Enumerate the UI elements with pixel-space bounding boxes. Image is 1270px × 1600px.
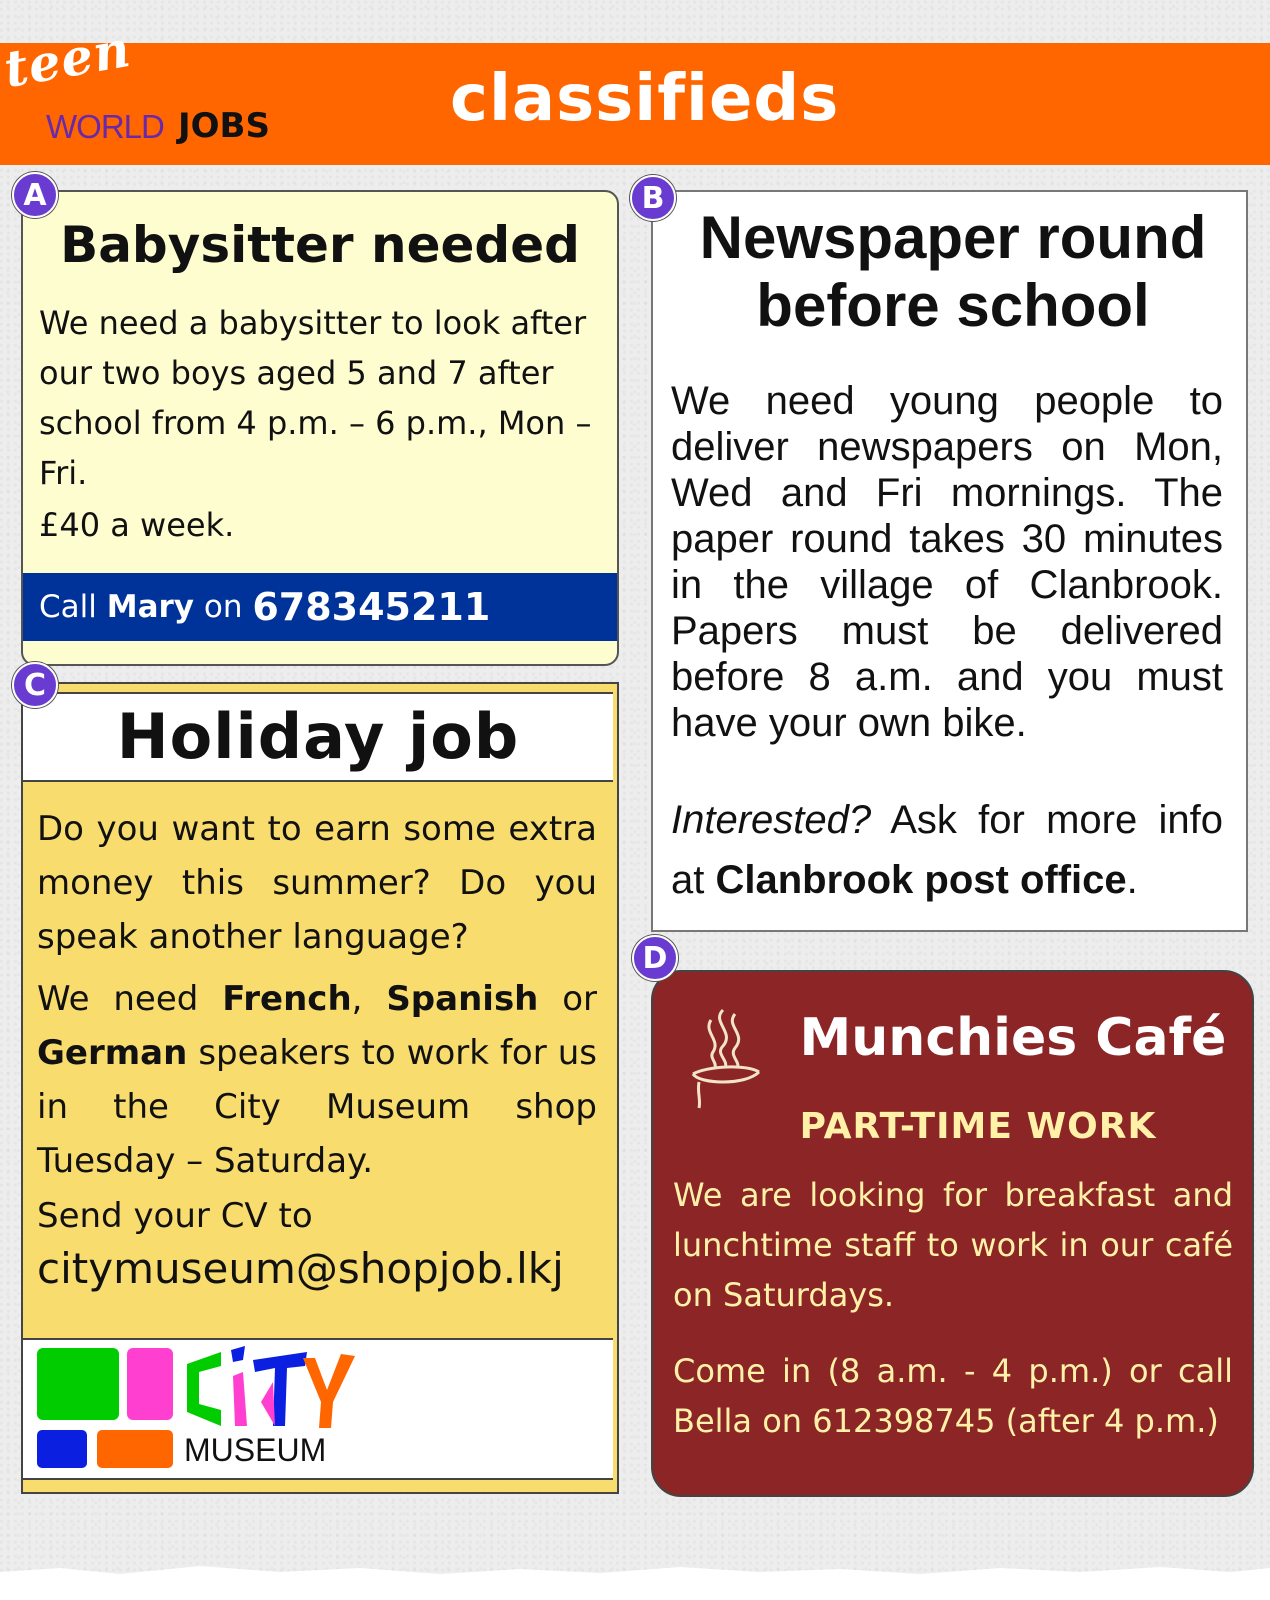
ad-a-price: £40 a week.: [39, 506, 235, 544]
ad-c-requirements: [37, 972, 597, 1188]
lang-german: German: [37, 1033, 188, 1073]
badge-d: D: [632, 935, 678, 981]
badge-a: A: [12, 172, 58, 218]
ad-c-send: Send your CV to: [37, 1196, 313, 1236]
ad-a-call-on: on: [203, 589, 243, 625]
city-logo-icon: [181, 1342, 361, 1432]
brand-jobs: JOBS: [178, 106, 270, 146]
ad-b-ask: Ask for more info at: [671, 798, 1223, 902]
ad-babysitter: [21, 190, 619, 666]
ad-a-phone: 678345211: [252, 585, 491, 629]
ad-c-need-1: We need: [37, 979, 199, 1019]
ad-c-title-box: [23, 692, 613, 782]
ad-c-or: or: [562, 979, 598, 1019]
city-logo-text: CITY: [181, 1342, 184, 1343]
ad-b-title: Newspaper round before school: [699, 204, 1207, 339]
ad-munchies-cafe: [651, 970, 1254, 1497]
ad-a-call-bar: [23, 573, 617, 641]
ad-a-title: Babysitter needed: [60, 216, 580, 274]
badge-b: B: [630, 175, 676, 221]
ad-holiday-job: [21, 682, 619, 1494]
brand-teen: teen: [0, 18, 136, 99]
badge-c: C: [12, 662, 58, 708]
ad-a-call-name: Mary: [106, 589, 194, 625]
ad-b-contact: [671, 790, 1223, 910]
ad-c-title: Holiday job: [116, 700, 520, 773]
ad-b-place: Clanbrook post office: [715, 858, 1127, 902]
museum-logo-text: MUSEUM: [184, 1432, 327, 1468]
ad-d-subtitle: PART-TIME WORK: [799, 1106, 1157, 1147]
brand-world: WORLD: [46, 108, 164, 145]
ad-a-body: We need a babysitter to look after our two boys aged 5 and 7 after school from 4 p.m. – 6 p.m., Mon – Fri.: [39, 304, 592, 492]
ad-d-contact: Come in (8 a.m. - 4 p.m.) or call Bella on 612398745 (after 4 p.m.): [673, 1352, 1233, 1440]
ad-c-need-2: speakers to work for us in the City Museum shop Tuesday – Saturday.: [37, 1033, 597, 1181]
ad-b-interested: Interested?: [671, 798, 872, 842]
ad-d-body: We are looking for breakfast and lunchtime staff to work in our café on Saturdays.: [673, 1176, 1233, 1314]
lang-spanish: Spanish: [386, 979, 539, 1019]
ad-d-title: Munchies Café: [799, 1008, 1227, 1068]
page-title: classifieds: [450, 62, 840, 136]
lang-french: French: [222, 979, 352, 1019]
ad-c-comma: ,: [351, 979, 363, 1019]
ad-b-end: .: [1126, 858, 1138, 902]
ad-c-intro: Do you want to earn some extra money this summer? Do you speak another language?: [37, 809, 597, 957]
ad-b-body: We need young people to deliver newspapers on Mon, Wed and Fri mornings. The paper round takes 30 minutes in the village of Clanbrook. Papers must be delivered before 8 a.m. and you must have your own bike.: [671, 379, 1223, 745]
ad-c-email[interactable]: citymuseum@shopjob.lkj: [37, 1244, 564, 1293]
ad-newspaper-round: [651, 190, 1248, 932]
ad-a-call-prefix: Call: [39, 589, 97, 625]
museum-blocks-icon: [35, 1346, 185, 1472]
torn-paper-edge: [0, 1560, 1270, 1600]
steaming-cup-icon: [689, 1004, 769, 1114]
